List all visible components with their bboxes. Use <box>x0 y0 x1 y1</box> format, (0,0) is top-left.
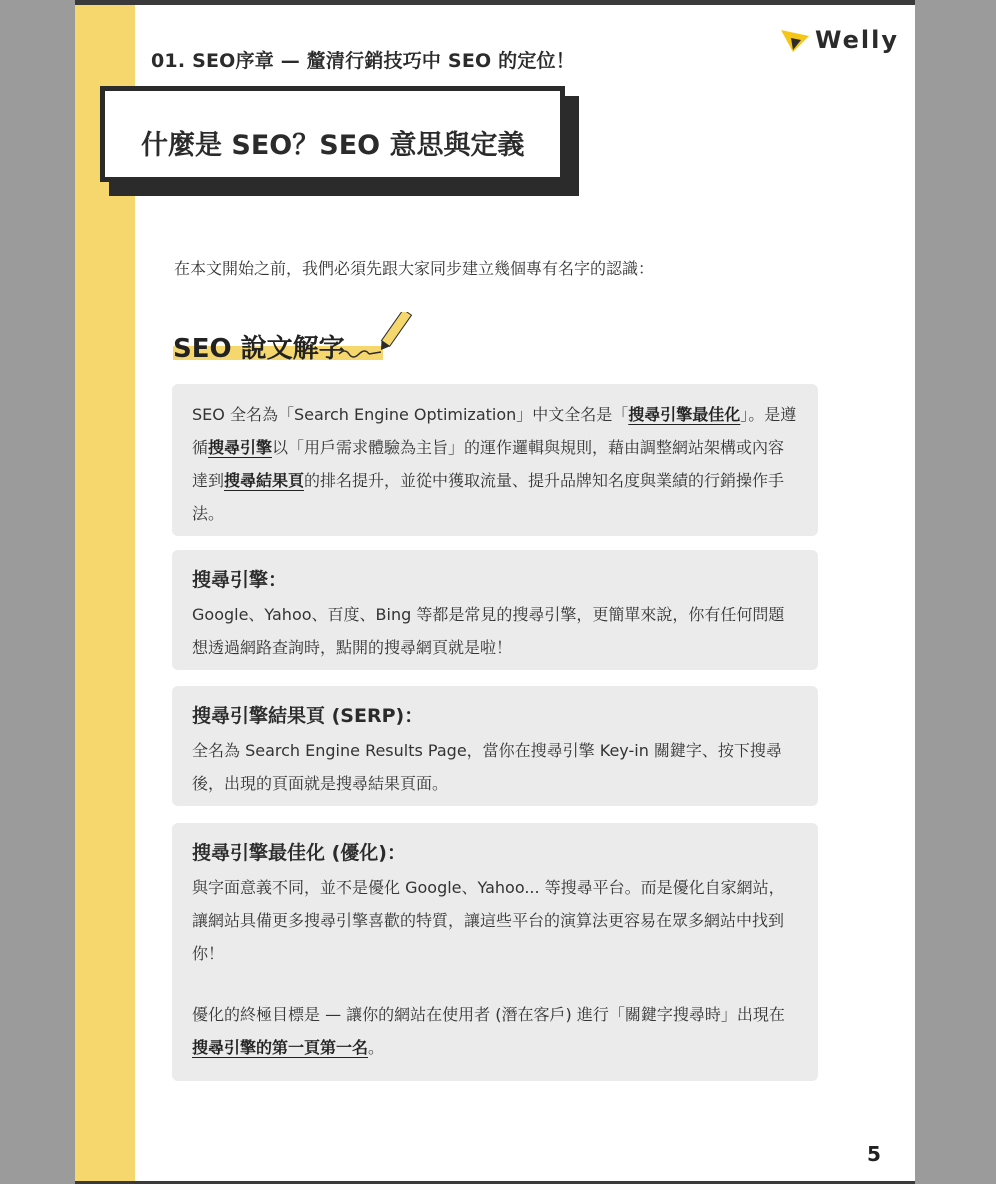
search-engine-heading: 搜尋引擎： <box>192 569 288 591</box>
emphasis-serp: 搜尋結果頁 <box>224 471 305 490</box>
chapter-heading: 01. SEO序章 — 釐清行銷技巧中 SEO 的定位！ <box>151 50 575 72</box>
seo-definition-card <box>172 384 818 536</box>
text-run: 優化的終極目標是 — 讓你的網站在使用者 (潛在客戶) 進行「關鍵字搜尋時」出現在 <box>192 1005 785 1024</box>
search-engine-card <box>172 550 818 670</box>
search-engine-body: Google、Yahoo、百度、Bing 等都是常見的搜尋引擎，更簡單來說，你有任何問題想透過網路查詢時，點開的搜尋網頁就是啦！ <box>192 605 785 657</box>
serp-heading: 搜尋引擎結果頁 (SERP)： <box>192 705 424 727</box>
text-run: 以「用戶需求體驗為主旨」的運作邏輯與規則，藉由調整網站架構或內容達到 <box>192 438 785 490</box>
text-run: SEO 全名為「Search Engine Optimization」中文全名是「 <box>192 405 629 424</box>
optimization-body-2 <box>192 998 798 1064</box>
text-run: 的排名提升，並從中獲取流量、提升品牌知名度與業績的行銷操作手法。 <box>192 471 785 523</box>
text-run: 」。是遵循 <box>192 405 797 457</box>
emphasis-search-engine: 搜尋引擎 <box>208 438 273 457</box>
optimization-heading: 搜尋引擎最佳化 (優化)： <box>192 842 406 864</box>
section-heading-text: SEO 說文解字 <box>173 334 345 364</box>
page-number: 5 <box>867 1142 881 1166</box>
seo-definition-text <box>192 398 798 530</box>
serp-body: 全名為 Search Engine Results Page，當你在搜尋引擎 Key-in 關鍵字、按下搜尋後，出現的頁面就是搜尋結果頁面。 <box>192 741 782 793</box>
top-border <box>75 0 915 5</box>
emphasis-search-engine-optimization: 搜尋引擎最佳化 <box>628 405 741 424</box>
text-run: 。 <box>368 1038 385 1057</box>
optimization-card <box>172 823 818 1081</box>
page-title: 什麼是 SEO？SEO 意思與定義 <box>141 130 525 161</box>
pencil-icon <box>337 312 417 362</box>
intro-text: 在本文開始之前，我們必須先跟大家同步建立幾個專有名字的認識： <box>174 259 655 278</box>
document-page <box>75 0 915 1184</box>
logo-text: Welly <box>815 26 899 54</box>
title-box <box>100 86 565 182</box>
emphasis-first-page-first-rank: 搜尋引擎的第一頁第一名 <box>192 1038 369 1057</box>
serp-card <box>172 686 818 806</box>
optimization-body-1: 與字面意義不同，並不是優化 Google、Yahoo... 等搜尋平台。而是優化自家網站，讓網站具備更多搜尋引擎喜歡的特質，讓這些平台的演算法更容易在眾多網站中找到你！ <box>192 878 785 963</box>
logo-mark-icon <box>781 28 811 54</box>
